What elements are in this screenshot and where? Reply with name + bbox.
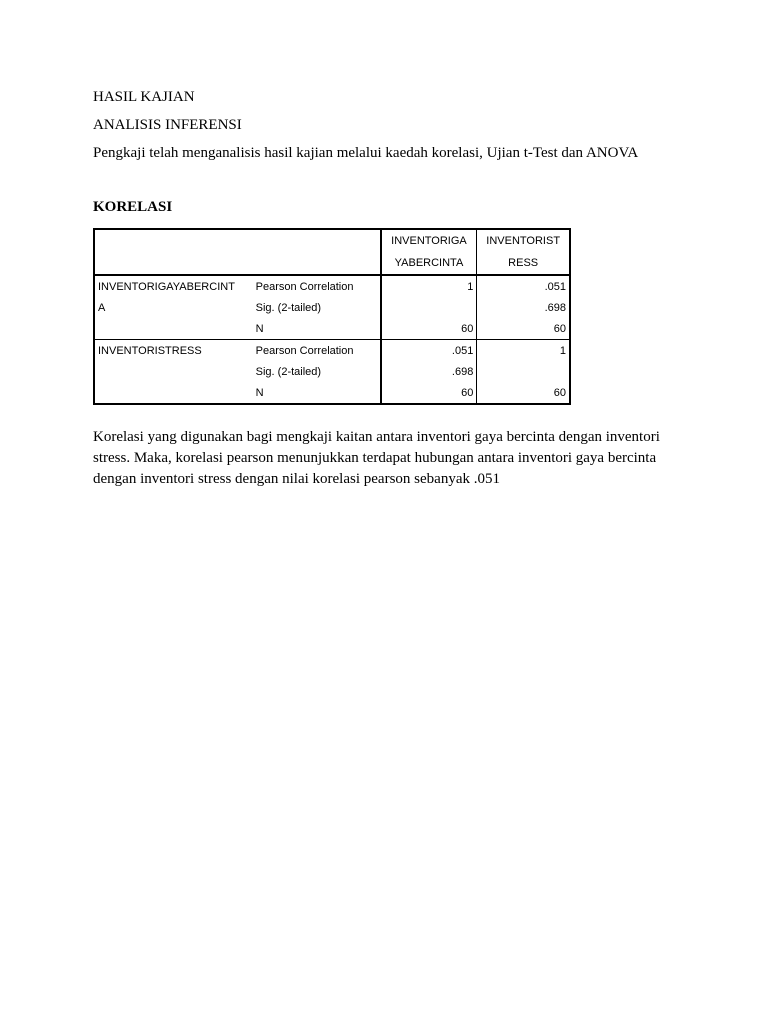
korelasi-heading: KORELASI — [93, 199, 173, 215]
section-subtitle: ANALISIS INFERENSI — [93, 117, 242, 133]
conclusion-line: Korelasi yang digunakan bagi mengkaji kaitan antara inventori gaya bercinta dengan inventori — [93, 429, 660, 445]
conclusion-line: stress. Maka, korelasi pearson menunjukkan terdapat hubungan antara inventori gaya bercinta — [93, 450, 657, 466]
header-empty-cell — [94, 252, 253, 275]
header-empty-cell — [94, 229, 253, 252]
stat-label: Pearson Correlation — [253, 340, 381, 362]
column-header: INVENTORIGA — [381, 229, 477, 252]
row-label: A — [98, 301, 106, 314]
conclusion-line: dengan inventori stress dengan nilai korelasi pearson sebanyak .051 — [93, 471, 500, 487]
column-header: INVENTORIST — [477, 229, 570, 252]
table-cell: 60 — [381, 318, 477, 340]
table-cell: 60 — [477, 382, 570, 404]
table-cell: .698 — [381, 361, 477, 382]
column-header: RESS — [477, 252, 570, 275]
table-cell: .051 — [477, 275, 570, 297]
table-cell: 1 — [477, 340, 570, 362]
row-label: INVENTORIGAYABERCINT — [94, 275, 253, 297]
table-row — [94, 361, 570, 382]
table-row — [94, 318, 570, 340]
row-label: INVENTORISTRESS — [94, 340, 253, 362]
table-cell: 60 — [381, 382, 477, 404]
table-row — [94, 382, 570, 404]
header-empty-cell — [253, 229, 381, 252]
table-row — [94, 297, 570, 318]
stat-label: Pearson Correlation — [253, 275, 381, 297]
table-cell: .051 — [381, 340, 477, 362]
table-header-row — [94, 229, 570, 252]
conclusion-paragraph — [93, 427, 693, 490]
document-title: HASIL KAJIAN — [93, 89, 195, 105]
table-row — [94, 275, 570, 297]
stat-label: Sig. (2-tailed) — [255, 365, 322, 378]
table-header-row — [94, 252, 570, 275]
header-empty-cell — [253, 252, 381, 275]
column-header: YABERCINTA — [381, 252, 477, 275]
stat-label: N — [255, 322, 264, 335]
stat-label: N — [255, 386, 264, 399]
intro-paragraph: Pengkaji telah menganalisis hasil kajian melalui kaedah korelasi, Ujian t-Test dan ANOVA — [93, 145, 639, 161]
table-cell: 60 — [477, 318, 570, 340]
correlation-table — [93, 228, 571, 405]
table-cell — [477, 361, 570, 382]
stat-label: Sig. (2-tailed) — [255, 301, 322, 314]
table-row — [94, 340, 570, 362]
table-cell: .698 — [477, 297, 570, 318]
row-label — [94, 318, 253, 340]
row-label — [94, 361, 253, 382]
table-cell — [381, 297, 477, 318]
table-cell: 1 — [381, 275, 477, 297]
row-label — [94, 382, 253, 404]
